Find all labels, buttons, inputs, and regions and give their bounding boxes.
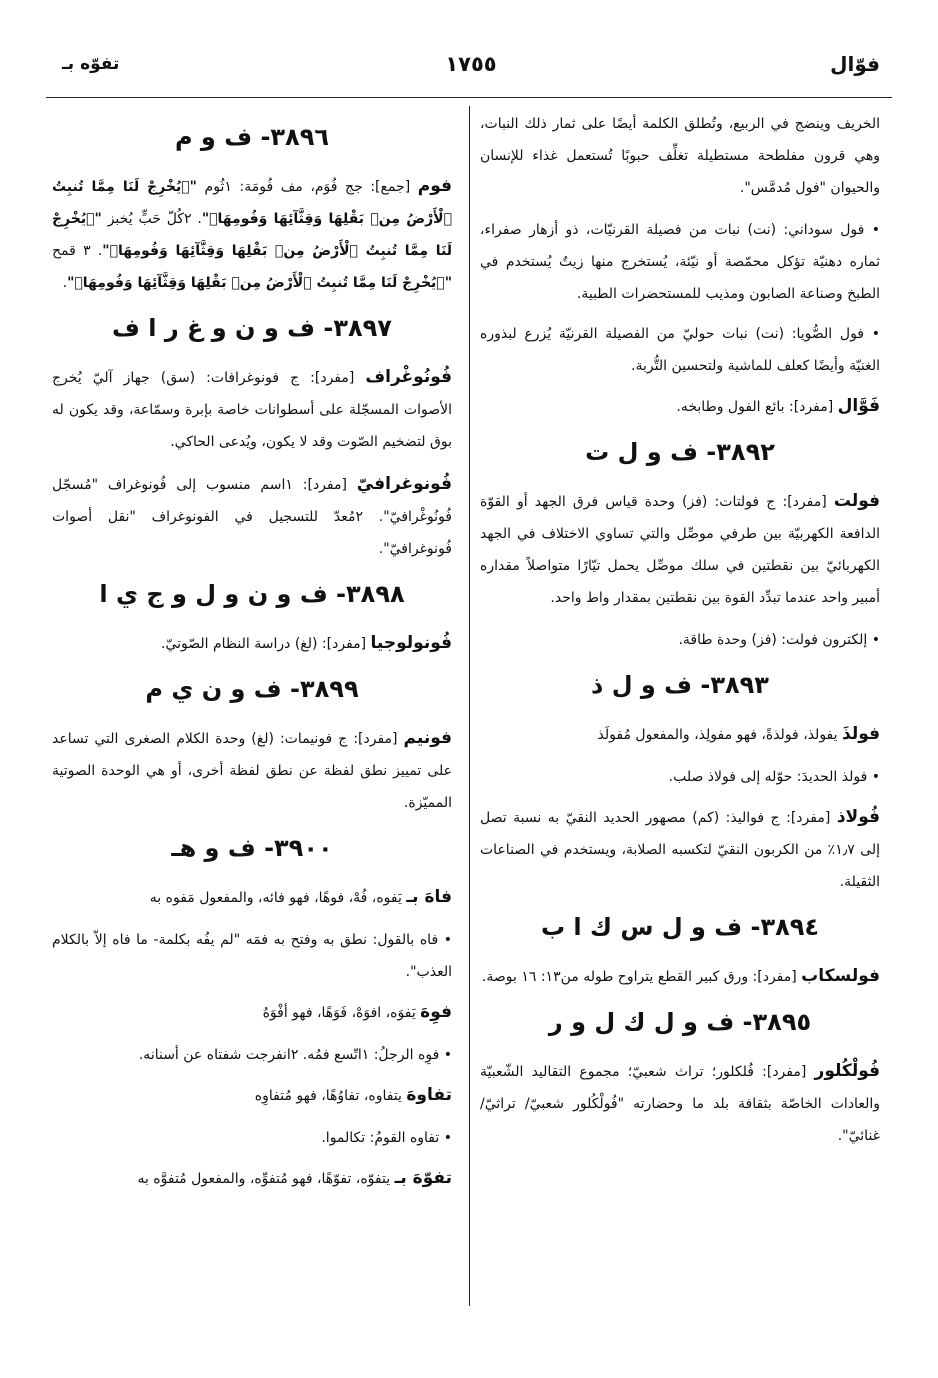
definition: يفولذ، فولذةً، فهو مفولِذ، والمفعول مُفولَذ [597, 727, 842, 743]
quran-quote: "﴿يُخْرِجْ لَنَا مِمَّا تُنبِتُ ٱلْأَرْضُ مِنۢ بَقْلِهَا وَقِثَّآئِهَا وَفُومِهَا﴾" [67, 275, 452, 291]
entry-phonograph [52, 361, 452, 458]
headword: فَوَّال [837, 396, 880, 416]
definition: [مفرد]: فُلكلور؛ تراث شعبيّ؛ مجموع التقاليد الشّعبيّة والعادات الخاصّة بثقافة بلد ما وحضارته "فُولْكُلور شعبيّ/ تراثيّ/ غنائيّ". [480, 1064, 880, 1144]
header-first-word: فوّال [830, 52, 880, 76]
headword: فولسكاب [801, 966, 880, 986]
sub-entry-fawiha-alrajul: • فوِه الرجلُ: ١اتّسع فمُه. ٢انفرجت شفتاه عن أسنانه. [138, 1047, 452, 1063]
entry-fum [52, 170, 452, 299]
definition: . ٢كُلّ حَبٍّ يُخبز [101, 211, 202, 227]
headword: فولت [833, 491, 880, 511]
entry-fulath [480, 801, 880, 898]
entry-faha [52, 881, 452, 914]
headword: فُولْكُلور [814, 1061, 880, 1081]
headword: فولذَ [842, 724, 880, 744]
headword: فُونولوجيا [370, 633, 452, 653]
entry-volt [480, 485, 880, 614]
root-heading-3892: ٣٨٩٢- ف و ل ت [585, 438, 775, 466]
sub-entry-steel-iron: • فولذ الحديدَ: حوّله إلى فولاذ صلب. [668, 769, 880, 785]
root-heading-3895: ٣٨٩٥- ف و ل ك ل و ر [548, 1008, 812, 1036]
sub-entry-soybean: • فول الصُّويا: (نت) نبات حوليّ من الفصيلة القرنيّة يُزرع لبذوره الغنيّة وأيضًا كعلف للماشية ولتحسين التُّربة. [480, 326, 880, 374]
definition: [مفرد]: ١اسم منسوب إلى فُونوغراف "مُسجّل فُونُوغْرافيّ". ٢مُعدّ للتسجيل في الفونوغراف "نقل أصوات فُونوغرافيّ". [52, 477, 452, 557]
left-column [52, 108, 452, 1205]
entry-continuation: الخريف وينضج في الربيع، وتُطلق الكلمة أيضًا على ثمار ذلك النبات، وهي قرون مفلطحة مستطيلة تغلِّف حبوبًا تُستعمل غذاء للإنسان والحيوان "فول مُدمَّس". [480, 116, 880, 196]
definition: . [62, 275, 68, 291]
headword: فوِهَ [420, 1002, 452, 1022]
root-heading-3893: ٣٨٩٣- ف و ل ذ [591, 671, 769, 699]
entry-fawladha [480, 718, 880, 751]
headword: فُونُوغْراف [365, 367, 452, 387]
entry-folklore [480, 1055, 880, 1152]
entry-fawwal [480, 390, 880, 423]
definition: [مفرد]: بائع الفول وطابخه. [676, 399, 838, 415]
root-heading-3899: ٣٨٩٩- ف و ن ي م [145, 675, 359, 703]
headword: فُولاذ [836, 807, 880, 827]
root-heading-3898: ٣٨٩٨- ف و ن و ل و ج ي ا [99, 580, 405, 608]
page-header [62, 52, 880, 88]
entry-phoneme [52, 722, 452, 819]
headword: تفوّهَ بـ [394, 1168, 452, 1188]
headword: تفاوهَ [406, 1085, 452, 1105]
sub-entry-electron-volt: • إلكترون فولت: (فز) وحدة طاقة. [678, 632, 880, 648]
definition: [مفرد]: ج فونوغرافات: (سق) جهاز آليّ يُخرج الأصوات المسجّلة على أسطوانات خاصة بإبرة وسمّاعة، وقد يكون له بوق لتضخيم الصّوت وقد لا يكون، ويُدعى الحاكي. [52, 370, 452, 450]
definition: [جمع]: جج فُوَم، مف فُومَة: ١ثُوم [196, 179, 418, 195]
definition: [مفرد]: ورق كبير القطع يتراوح طوله من١٣: ١٦ بوصة. [481, 969, 802, 985]
entry-phonographic [52, 468, 452, 565]
definition: [مفرد]: ج فواليذ: (كم) مصهور الحديد النقيّ به نسبة تصل إلى ١٫٧٪ من الكربون النقيّ لتكسبه الصلابة، ويستخدم في الصناعات الثقيلة. [480, 810, 880, 890]
root-heading-3896: ٣٨٩٦- ف و م [174, 123, 329, 151]
entry-tafawaha [52, 1079, 452, 1112]
entry-phonology [52, 627, 452, 660]
entry-tafawwaha [52, 1162, 452, 1195]
definition: يتفوّه، تفوّهًا، فهو مُتفوِّه، والمفعول مُتفوَّه به [137, 1171, 395, 1187]
header-rule [46, 97, 892, 98]
definition: [مفرد]: ج فولتات: (فز) وحدة قياس فرق الجهد أو القوّة الدافعة الكهربيّة بين طرفي موصِّل والتي تساوي الاختلاف في الجهد الكهربائيّ بين نقطتين في سلك موصِّل يحمل تيّارًا متواصلاً مقداره أمبير واحد عندما تبدِّد القوة بين نقطتين بمقدار واط واحد. [480, 494, 880, 606]
root-heading-3900: ٣٩٠٠- ف و هـ [171, 834, 333, 862]
sub-entry-peanut: • فول سوداني: (نت) نبات من فصيلة القرنيّات، ذو أزهار صفراء، ثماره دهنيّة تؤكل محمّصة أو نيّئة، يُستخرج منها زيتٌ يُستخدم في الطبخ وصناعة الصابون ومذيب للمستحضرات الطبية. [480, 222, 880, 302]
definition: يَفوَه، افوَهْ، فَوَهًا، فهو أفْوَهُ [262, 1005, 421, 1021]
definition: يَفوه، فُهْ، فوهًا، فهو فائه، والمفعول مَفوه به [149, 890, 407, 906]
headword: فاهَ بـ [406, 887, 452, 907]
right-column [480, 108, 880, 1162]
sub-entry-faha-bilqawl: • فاه بالقول: نطق به وفتح به فمَه "لم يفُه بكلمة- ما فاه إلاّ بالكلام العذب". [52, 932, 452, 980]
quran-quote: "﴿يُخْرِجْ لَنَا مِمَّا تُنبِتُ ٱلْأَرْضُ مِنۢ بَقْلِهَا وَقِثَّآئِهَا وَفُومِهَا﴾" [52, 211, 452, 259]
quran-quote: "﴿يُخْرِجْ لَنَا مِمَّا تُنبِتُ ٱلْأَرْضُ مِنۢ بَقْلِهَا وَقِثَّآئِهَا وَفُومِهَا﴾" [52, 179, 452, 227]
headword: فوم [417, 176, 453, 196]
sub-entry-tafawaha-alqawm: • تفاوه القومُ: تكالموا. [321, 1130, 452, 1146]
entry-foolscap [480, 960, 880, 993]
definition: [مفرد]: (لغ) دراسة النظام الصّوتيّ. [161, 636, 371, 652]
definition: . ٣ قمح [52, 243, 103, 259]
root-heading-3897: ٣٨٩٧- ف و ن و غ ر ا ف [112, 314, 392, 342]
headword: فُونوغرافيّ [356, 474, 452, 494]
header-last-word: تفوّه بـ [62, 54, 120, 74]
headword: فونيم [403, 728, 452, 748]
root-heading-3894: ٣٨٩٤- ف و ل س ك ا ب [540, 913, 820, 941]
column-divider [469, 106, 470, 1306]
page-number: ١٧٥٥ [445, 52, 497, 76]
definition: يتفاوه، تفاوُهًا، فهو مُتفاوِه [254, 1088, 407, 1104]
definition: [مفرد]: ج فونيمات: (لغ) وحدة الكلام الصغرى التي تساعد على تمييز نطق لفظة عن نطق لفظة أخرى، أو هي الوحدة الصوتية المميّزة. [52, 731, 452, 811]
entry-fawiha [52, 996, 452, 1029]
